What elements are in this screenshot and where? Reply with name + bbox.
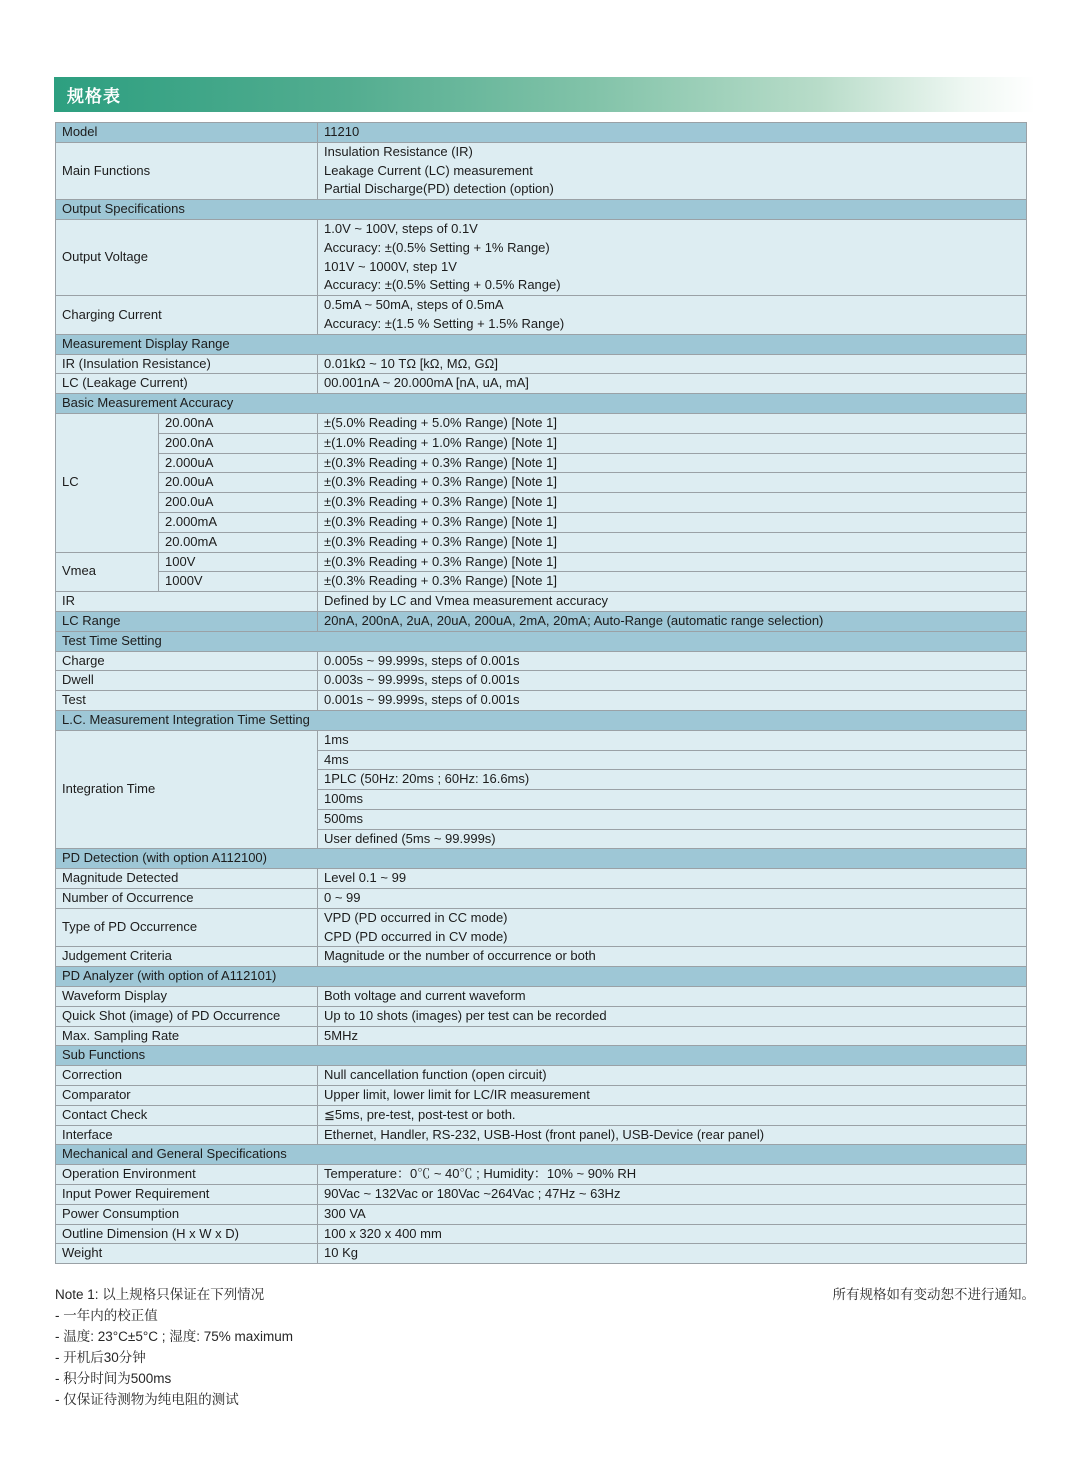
- row-value-text: ±(0.3% Reading + 0.3% Range) [Note 1]: [324, 494, 557, 510]
- table-row: [56, 1165, 1027, 1185]
- row-value-text: Both voltage and current waveform: [324, 988, 526, 1004]
- note-line: - 积分时间为500ms: [55, 1371, 172, 1386]
- row-value: [318, 829, 1027, 849]
- row-label: [56, 691, 318, 711]
- row-value: [318, 296, 1027, 335]
- table-row: [56, 1204, 1027, 1224]
- row-range-text: 20.00mA: [165, 533, 218, 549]
- row-value: [318, 123, 1027, 143]
- row-value-text: 90Vac ~ 132Vac or 180Vac ~264Vac ; 47Hz ~ 63Hz: [324, 1186, 621, 1202]
- row-value-text: 0.003s ~ 99.999s, steps of 0.001s: [324, 672, 520, 688]
- section-header-text: Basic Measurement Accuracy: [62, 395, 234, 411]
- row-label: [56, 592, 318, 612]
- row-value-text: 20nA, 200nA, 2uA, 20uA, 200uA, 2mA, 20mA; Auto-Range (automatic range selection): [324, 612, 824, 628]
- row-label: [56, 947, 318, 967]
- table-row: [56, 869, 1027, 889]
- row-value-text: 4ms: [324, 751, 349, 767]
- section-row: [56, 710, 1027, 730]
- row-value-text: ±(0.3% Reading + 0.3% Range) [Note 1]: [324, 513, 557, 529]
- row-value-text: 101V ~ 1000V, step 1V: [324, 258, 457, 274]
- row-label-text: Number of Occurrence: [62, 890, 194, 906]
- row-value: [318, 142, 1027, 199]
- row-label: [56, 987, 318, 1007]
- section-row: [56, 200, 1027, 220]
- row-value: [318, 219, 1027, 295]
- section-header: [56, 394, 1027, 414]
- row-value: [318, 1244, 1027, 1264]
- section-header-text: L.C. Measurement Integration Time Setting: [62, 711, 310, 727]
- row-range: [159, 453, 318, 473]
- table-row: [56, 493, 1027, 513]
- table-row: [56, 354, 1027, 374]
- table-row: [56, 142, 1027, 199]
- section-header: [56, 200, 1027, 220]
- note-line: - 一年内的校正值: [55, 1308, 158, 1323]
- row-label-text: Operation Environment: [62, 1166, 196, 1182]
- row-label-text: Charge: [62, 652, 105, 668]
- row-value: [318, 532, 1027, 552]
- spec-table: [55, 122, 1027, 1264]
- row-value: [318, 572, 1027, 592]
- table-row: [56, 1105, 1027, 1125]
- table-row: [56, 671, 1027, 691]
- row-value: [318, 1026, 1027, 1046]
- table-row: [56, 1125, 1027, 1145]
- row-range-text: 200.0nA: [165, 434, 214, 450]
- row-value-text: 300 VA: [324, 1205, 366, 1221]
- row-value-text: 1PLC (50Hz: 20ms ; 60Hz: 16.6ms): [324, 771, 530, 787]
- row-label-text: Vmea: [62, 563, 96, 579]
- row-label-text: IR: [62, 593, 75, 609]
- row-value-text: 5MHz: [324, 1027, 358, 1043]
- table-row: [56, 219, 1027, 295]
- row-value-text: Null cancellation function (open circuit): [324, 1067, 547, 1083]
- section-header-text: Sub Functions: [62, 1047, 146, 1063]
- row-value: [318, 730, 1027, 750]
- table-row: [56, 1244, 1027, 1264]
- row-label: [56, 1185, 318, 1205]
- row-label: [56, 1204, 318, 1224]
- row-range-text: 2.000uA: [165, 454, 214, 470]
- table-row: [56, 532, 1027, 552]
- row-label: [56, 1125, 318, 1145]
- row-label-text: Max. Sampling Rate: [62, 1027, 180, 1043]
- table-row: [56, 592, 1027, 612]
- row-value: [318, 987, 1027, 1007]
- table-row: [56, 296, 1027, 335]
- row-label-text: Power Consumption: [62, 1205, 180, 1221]
- row-label-text: LC (Leakage Current): [62, 375, 188, 391]
- row-value: [318, 1006, 1027, 1026]
- table-row: [56, 1086, 1027, 1106]
- row-label-text: Main Functions: [62, 162, 151, 178]
- section-row: [56, 849, 1027, 869]
- row-value: [318, 552, 1027, 572]
- row-value: [318, 1165, 1027, 1185]
- row-label: [56, 354, 318, 374]
- section-header-text: PD Detection (with option A112100): [62, 850, 267, 866]
- note-line: - 仅保证待测物为纯电阻的测试: [55, 1392, 239, 1407]
- row-label-text: Weight: [62, 1245, 103, 1261]
- row-label-text: Interface: [62, 1126, 113, 1142]
- row-value: [318, 493, 1027, 513]
- row-value: [318, 1086, 1027, 1106]
- row-label: [56, 1086, 318, 1106]
- row-value-text: ±(0.3% Reading + 0.3% Range) [Note 1]: [324, 454, 557, 470]
- row-label-text: Output Voltage: [62, 249, 149, 265]
- row-label: [56, 1165, 318, 1185]
- row-label-text: Outline Dimension (H x W x D): [62, 1225, 239, 1241]
- row-value: [318, 433, 1027, 453]
- table-row: [56, 987, 1027, 1007]
- row-label-text: Charging Current: [62, 306, 162, 322]
- row-value-text: ±(0.3% Reading + 0.3% Range) [Note 1]: [324, 474, 557, 490]
- table-row: [56, 730, 1027, 750]
- row-value: [318, 889, 1027, 909]
- row-label-text: Type of PD Occurrence: [62, 919, 198, 935]
- section-header: [56, 967, 1027, 987]
- row-label: [56, 611, 318, 631]
- table-row: [56, 1006, 1027, 1026]
- row-range: [159, 532, 318, 552]
- section-row: [56, 1145, 1027, 1165]
- table-row: [56, 433, 1027, 453]
- row-value: [318, 809, 1027, 829]
- row-value-text: 1ms: [324, 731, 349, 747]
- row-value-text: 1.0V ~ 100V, steps of 0.1V: [324, 220, 478, 236]
- row-range: [159, 473, 318, 493]
- row-label-text: Test: [62, 692, 86, 708]
- row-label: [56, 142, 318, 199]
- row-value: [318, 869, 1027, 889]
- section-row: [56, 967, 1027, 987]
- section-header: [56, 1145, 1027, 1165]
- section-row: [56, 631, 1027, 651]
- row-value-text: ±(0.3% Reading + 0.3% Range) [Note 1]: [324, 533, 557, 549]
- table-row: [56, 1026, 1027, 1046]
- row-value-text: 00.001nA ~ 20.000mA [nA, uA, mA]: [324, 375, 529, 391]
- table-row: [56, 1224, 1027, 1244]
- row-label: [56, 1224, 318, 1244]
- table-row: [56, 1066, 1027, 1086]
- table-row: [56, 908, 1027, 947]
- row-label: [56, 908, 318, 947]
- row-label-text: IR (Insulation Resistance): [62, 355, 211, 371]
- row-value-text: 100ms: [324, 791, 364, 807]
- table-row: [56, 572, 1027, 592]
- row-label-text: Dwell: [62, 672, 94, 688]
- row-value: [318, 1105, 1027, 1125]
- row-value-text: Level 0.1 ~ 99: [324, 870, 407, 886]
- row-value: [318, 908, 1027, 947]
- row-value: [318, 1224, 1027, 1244]
- row-value: [318, 413, 1027, 433]
- section-header-text: Output Specifications: [62, 201, 185, 217]
- row-value-text: 10 Kg: [324, 1245, 358, 1261]
- note-line: - 开机后30分钟: [55, 1350, 146, 1365]
- row-range: [159, 493, 318, 513]
- row-value-text: ±(0.3% Reading + 0.3% Range) [Note 1]: [324, 573, 557, 589]
- row-value: [318, 651, 1027, 671]
- row-label: [56, 671, 318, 691]
- row-value: [318, 611, 1027, 631]
- row-range-text: 20.00nA: [165, 414, 214, 430]
- table-row: [56, 374, 1027, 394]
- row-range-text: 200.0uA: [165, 494, 214, 510]
- row-label: [56, 552, 159, 592]
- row-label: [56, 869, 318, 889]
- row-value-text: 0.5mA ~ 50mA, steps of 0.5mA: [324, 297, 504, 313]
- row-label-text: Model: [62, 124, 98, 139]
- row-value-text: CPD (PD occurred in CV mode): [324, 928, 508, 944]
- row-label: [56, 889, 318, 909]
- row-value-text: 0.001s ~ 99.999s, steps of 0.001s: [324, 692, 520, 708]
- row-range: [159, 572, 318, 592]
- table-row: [56, 453, 1027, 473]
- section-header-text: Test Time Setting: [62, 632, 162, 648]
- row-value-text: Temperature：0℃ ~ 40℃ ; Humidity：10% ~ 90% RH: [324, 1166, 637, 1182]
- row-value: [318, 354, 1027, 374]
- row-value-text: Partial Discharge(PD) detection (option): [324, 181, 554, 197]
- row-value: [318, 671, 1027, 691]
- row-value: [318, 453, 1027, 473]
- note-list: [55, 1284, 293, 1410]
- row-value: [318, 947, 1027, 967]
- row-value-text: 0.01kΩ ~ 10 TΩ [kΩ, MΩ, GΩ]: [324, 355, 498, 371]
- section-header: [56, 334, 1027, 354]
- notes: [55, 1284, 1035, 1410]
- row-value: [318, 790, 1027, 810]
- section-header: [56, 710, 1027, 730]
- table-row: [56, 947, 1027, 967]
- change-notice: 所有规格如有变动恕不进行通知。: [832, 1287, 1035, 1302]
- table-row: [56, 473, 1027, 493]
- row-value: [318, 374, 1027, 394]
- section-row: [56, 394, 1027, 414]
- row-label: [56, 1244, 318, 1264]
- row-label-text: LC Range: [62, 612, 121, 628]
- row-label-text: Judgement Criteria: [62, 948, 172, 964]
- row-value: [318, 1185, 1027, 1205]
- row-label-text: Input Power Requirement: [62, 1186, 210, 1202]
- row-label: [56, 1006, 318, 1026]
- row-value-text: Defined by LC and Vmea measurement accuracy: [324, 593, 608, 609]
- row-value-text: 11210: [324, 124, 360, 139]
- row-range-text: 2.000mA: [165, 513, 218, 529]
- table-row: [56, 123, 1027, 143]
- row-label: [56, 413, 159, 552]
- section-title-bar: [54, 77, 1035, 112]
- section-header-text: Mechanical and General Specifications: [62, 1146, 287, 1162]
- section-header: [56, 1046, 1027, 1066]
- row-value-text: Accuracy: ±(0.5% Setting + 1% Range): [324, 239, 550, 255]
- row-range-text: 1000V: [165, 573, 203, 589]
- note-line: - 温度: 23°C±5°C ; 湿度: 75% maximum: [55, 1329, 294, 1344]
- row-value: [318, 1066, 1027, 1086]
- row-range: [159, 413, 318, 433]
- row-value: [318, 473, 1027, 493]
- table-row: [56, 889, 1027, 909]
- section-row: [56, 334, 1027, 354]
- row-label: [56, 123, 318, 143]
- row-label-text: Contact Check: [62, 1106, 148, 1122]
- row-label: [56, 296, 318, 335]
- row-label-text: Waveform Display: [62, 988, 167, 1004]
- section-title: 规格表: [67, 87, 121, 106]
- row-value-text: User defined (5ms ~ 99.999s): [324, 830, 496, 846]
- row-value: [318, 750, 1027, 770]
- table-row: [56, 691, 1027, 711]
- row-range: [159, 512, 318, 532]
- table-row: [56, 651, 1027, 671]
- row-value: [318, 592, 1027, 612]
- section-header-text: Measurement Display Range: [62, 335, 230, 351]
- row-value-text: Accuracy: ±(0.5% Setting + 0.5% Range): [324, 277, 561, 293]
- row-value-text: 500ms: [324, 810, 364, 826]
- row-value: [318, 770, 1027, 790]
- row-value-text: Leakage Current (LC) measurement: [324, 162, 533, 178]
- row-value: [318, 1125, 1027, 1145]
- table-row: [56, 611, 1027, 631]
- row-label-text: Magnitude Detected: [62, 870, 179, 886]
- table-row: [56, 1185, 1027, 1205]
- row-label: [56, 651, 318, 671]
- row-value-text: Magnitude or the number of occurrence or both: [324, 948, 596, 964]
- row-value: [318, 1204, 1027, 1224]
- row-value-text: Up to 10 shots (images) per test can be recorded: [324, 1007, 607, 1023]
- table-row: [56, 512, 1027, 532]
- row-label-text: Quick Shot (image) of PD Occurrence: [62, 1007, 281, 1023]
- section-header: [56, 849, 1027, 869]
- row-value-text: ≦5ms, pre-test, post-test or both.: [324, 1106, 516, 1122]
- table-row: [56, 413, 1027, 433]
- row-value-text: ±(0.3% Reading + 0.3% Range) [Note 1]: [324, 553, 557, 569]
- row-label-text: Comparator: [62, 1087, 131, 1103]
- row-value-text: Accuracy: ±(1.5 % Setting + 1.5% Range): [324, 315, 565, 331]
- row-label: [56, 1105, 318, 1125]
- section-header: [56, 631, 1027, 651]
- section-header-text: PD Analyzer (with option of A112101): [62, 968, 277, 984]
- section-row: [56, 1046, 1027, 1066]
- row-value-text: ±(5.0% Reading + 5.0% Range) [Note 1]: [324, 414, 557, 430]
- row-label: [56, 219, 318, 295]
- row-label-text: Integration Time: [62, 781, 156, 797]
- row-value-text: 100 x 320 x 400 mm: [324, 1225, 442, 1241]
- row-range-text: 100V: [165, 553, 196, 569]
- row-label: [56, 374, 318, 394]
- note-line: Note 1: 以上规格只保证在下列情况: [55, 1287, 265, 1302]
- row-label-text: LC: [62, 474, 79, 490]
- row-value-text: Insulation Resistance (IR): [324, 143, 473, 159]
- row-range-text: 20.00uA: [165, 474, 214, 490]
- row-label-text: Correction: [62, 1067, 122, 1083]
- row-value-text: VPD (PD occurred in CC mode): [324, 909, 508, 925]
- row-range: [159, 552, 318, 572]
- row-value-text: Upper limit, lower limit for LC/IR measurement: [324, 1087, 590, 1103]
- row-value: [318, 691, 1027, 711]
- row-value-text: 0.005s ~ 99.999s, steps of 0.001s: [324, 652, 520, 668]
- row-range: [159, 433, 318, 453]
- row-label: [56, 730, 318, 849]
- row-value-text: 0 ~ 99: [324, 890, 361, 906]
- table-row: [56, 552, 1027, 572]
- row-label: [56, 1026, 318, 1046]
- row-value-text: Ethernet, Handler, RS-232, USB-Host (front panel), USB-Device (rear panel): [324, 1126, 765, 1142]
- row-value-text: ±(1.0% Reading + 1.0% Range) [Note 1]: [324, 434, 557, 450]
- row-label: [56, 1066, 318, 1086]
- row-value: [318, 512, 1027, 532]
